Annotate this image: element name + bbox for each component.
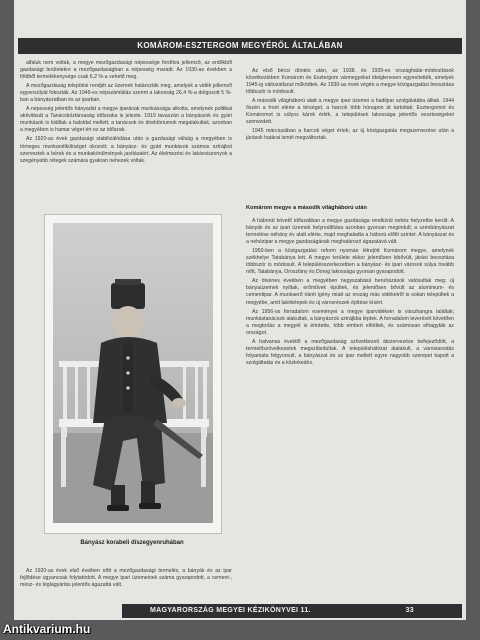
body-paragraph: A mezőgazdaság telepítési rendjét az üzemek határozták meg, amelyek a vidék jellemző egyensúlyát fokozták. Az 1949-es népszámlálás szerint a lakosság 26,4 %-a dolgozott 5 %-ban a bányászatban és az iparban. xyxy=(20,83,232,104)
left-column-top xyxy=(20,60,232,210)
body-paragraph: A háborút követő időszakban a megye gazdasága rendkívül nehéz helyzetbe került. A bányák és az ipari üzemek helyreállítása azonban gyorsan megindult; a szénbányászat termelése néhány év alatt elérte, majd meghaladta a háború előtti szintet. A bányászat és a nehézipar a megye gazdaságának meghatározó ágazatává vált. xyxy=(246,218,454,246)
body-paragraph: Az első bécsi döntés után, az 1938. és 1939-es országhatár-módosítások következtében Komárom és Esztergom vármegyéket ideiglenesen egyesítették, amelyek 1945-ig változatlanul működtek. Az 1930-as évek végén a megye közigazgatási beosztása többször is módosult. xyxy=(246,68,454,96)
book-page xyxy=(14,0,466,620)
section-title: KOMÁROM-ESZTERGOM MEGYÉRŐL ÁLTALÁBAN xyxy=(137,41,343,50)
right-column-top xyxy=(246,68,454,190)
body-paragraph: alfaluk nem voltak, a megye mezőgazdasági népessége fordítva jellemző, az erdőkből gazdasági területekre a mezőgazdaságban a népesség maradt. Az 1930-as években a földből termelékenysége csak 6,2 %-a vehető meg. xyxy=(20,60,232,81)
body-paragraph: Az 1920-as évek első éveiben nőtt a mezőgazdasági termelés, a bányák és az ipar fejlődése ugyancsak folytatódott. A megye ipari üzemeinek száma gyarapodott, a cement-, mész- és téglagyártás jelentős ágazattá vált. xyxy=(20,568,232,589)
body-paragraph: 1950-ben a közigazgatási reform nyomán létrejött Komárom megye, amelynek székhelye Tatabánya lett. A megye területe ekkor jelentősen kibővült, járási beosztása többször is módosult. A településszerkezetben a bányász- és ipari városok súlya tovább nőtt, Tatabánya, Oroszlány és Dorog lakossága gyorsan gyarapodott. xyxy=(246,248,454,276)
body-paragraph: A népesség jelentős hányadát a megye iparának munkássága alkotta, amelynek politikai aktivitását a Tanácsköztársaság időszaka is jelezte. 1919 tavaszán a bányászok és gyári munkások is kiálltak a baloldal mellett; a tanácsok és direktóriumok megalakultak, azonban a megyében is hamar véget ért ez az időszak. xyxy=(20,106,232,134)
watermark-text: Antikvarium.hu xyxy=(3,622,91,636)
body-paragraph: A második világháború alatt a megye ipari üzemei a hadiipar szolgálatába álltak. 1944 őszén a front elérte a térséget, a harcok több hónapon át tartottak; Esztergomot és Komáromot is súlyos károk érték, a települések lakossága jelentős veszteségeket szenvedett. xyxy=(246,98,454,126)
body-paragraph: Az 1956-os forradalom eseményei a megye iparvidékein is visszhangra találtak; munkástanácsok alakultak, a bányászok sztrájkba léptek. A forradalom leverését követően a megtorlás a megyét is érintette, több embert elítéltek, és számosan elhagyták az országot. xyxy=(246,308,454,336)
photo-caption: Bányász korabeli díszegyenruhában xyxy=(80,540,184,546)
section-banner xyxy=(18,38,462,54)
body-paragraph: A hatvanas évektől a mezőgazdaság szövetkezeti átszervezése befejeződött, a termelőszövetkezetek megszilárdultak. A településhálózat átalakult, a városiasodás folyamata felgyorsult, a bányászat és az ipar mellett egyre nagyobb szerepet kapott a szolgáltatás és a közlekedés. xyxy=(246,338,454,366)
page-footer xyxy=(122,604,462,618)
page-number: 33 xyxy=(405,607,414,614)
photo-frame xyxy=(44,214,222,534)
subsection-heading: Komárom megye a második világháború után xyxy=(246,205,367,211)
body-paragraph: Az 1920-as évek gazdasági stabilizálódása után a gazdasági válság a megyében is tömeges munkanélküliséget okozott; a bányász- és gyári munkások számos sztrájkot szerveztek a bérek és a munkakörülmények javításáért. Az élelmezési és lakásviszonyok a szegényebb rétegek számára gyakran nehezek voltak. xyxy=(20,136,232,164)
body-paragraph: Az ötvenes években a megyében nagyszabású beruházások valósultak meg: új bányaüzemek nyíltak, erőművek épültek, és jelentősen bővült az alumínium- és cementipar. A munkaerő iránti igény miatt az ország más vidékeiről is sokan települtek a megyébe, amit lakótelepek és új városrészek építése kísért. xyxy=(246,278,454,306)
miner-uniform-photo xyxy=(53,223,213,523)
right-column-main xyxy=(246,218,454,618)
body-paragraph: 1945 márciusában a harcok véget értek; az új közigazgatás megszervezése után a járások határai ismét megváltoztak. xyxy=(246,128,454,142)
footer-series-title: MAGYARORSZÁG MEGYEI KÉZIKÖNYVEI 11. xyxy=(150,607,311,614)
